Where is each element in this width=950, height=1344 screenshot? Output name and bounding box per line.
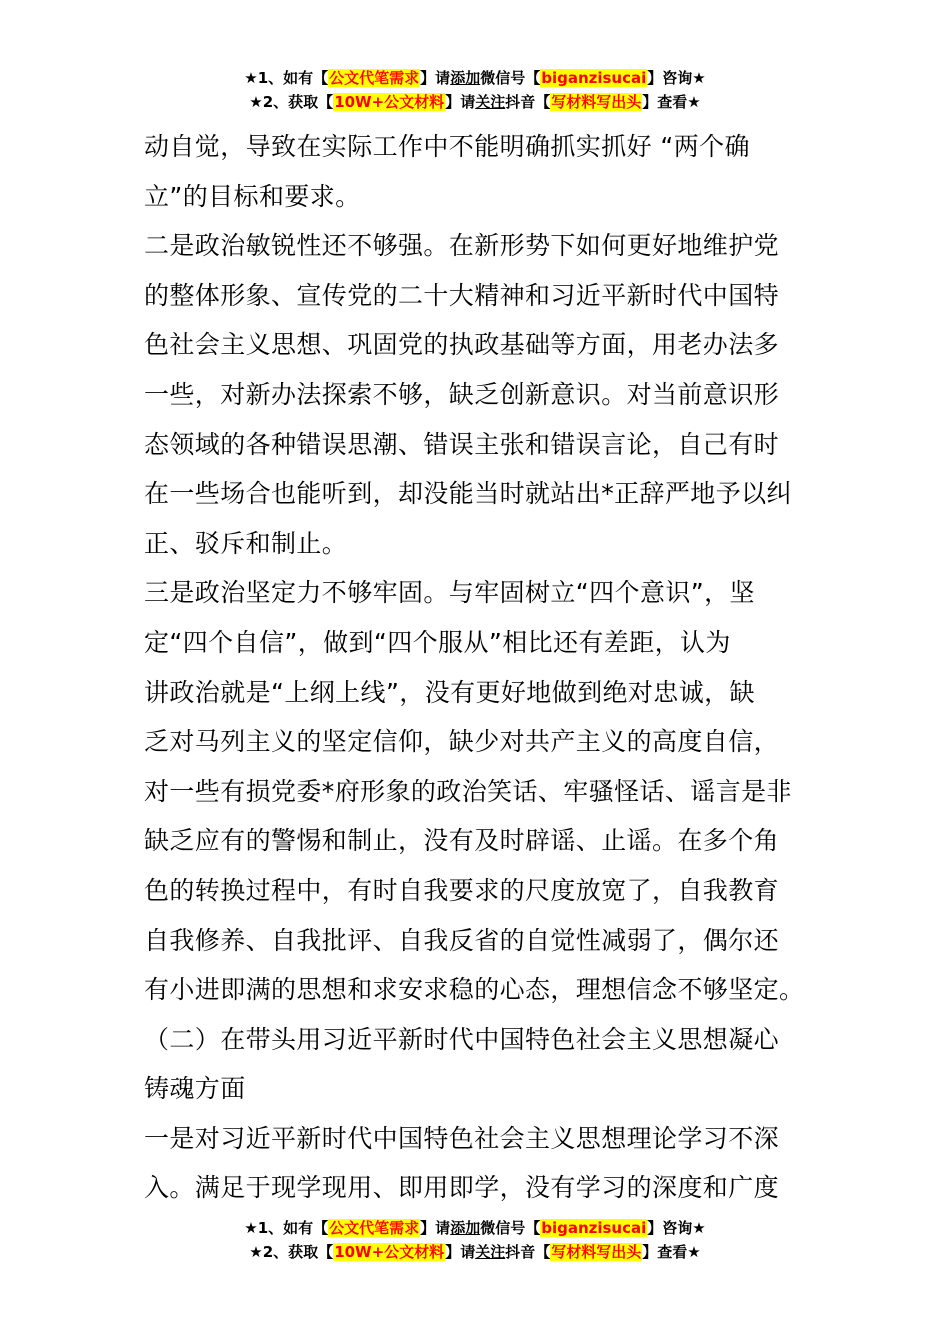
body-line: 自我修养、自我批评、自我反省的自觉性减弱了，偶尔还 bbox=[144, 925, 780, 955]
banner-text: 】请 bbox=[420, 69, 451, 87]
body-line: 一是对习近平新时代中国特色社会主义思想理论学习不深 bbox=[144, 1123, 780, 1153]
highlight-wechat-id: biganzisucai bbox=[541, 69, 647, 87]
banner-text: 抖音【 bbox=[505, 1243, 551, 1261]
body-line: 入。满足于现学现用、即用即学，没有学习的深度和广度 bbox=[144, 1173, 780, 1203]
highlight-wechat-id: biganzisucai bbox=[541, 1219, 647, 1237]
body-line: 立”的目标和要求。 bbox=[144, 181, 361, 211]
highlight-materials: 10W+公文材料 bbox=[334, 1243, 445, 1261]
section-heading: （二）在带头用习近平新时代中国特色社会主义思想凝心 bbox=[144, 1024, 780, 1054]
body-line: 对一些有损党委*府形象的政治笑话、牢骚怪话、谣言是非 bbox=[144, 776, 792, 806]
body-line: 二是政治敏锐性还不够强。在新形势下如何更好地维护党 bbox=[144, 231, 780, 261]
body-line: 缺乏应有的警惕和制止，没有及时辟谣、止谣。在多个角 bbox=[144, 826, 780, 856]
body-line: 的整体形象、宣传党的二十大精神和习近平新时代中国特 bbox=[144, 280, 780, 310]
banner-line-2 bbox=[0, 1240, 950, 1264]
banner-text: 】咨询★ bbox=[647, 1219, 706, 1237]
banner-underlined-text: 添加 bbox=[450, 69, 481, 87]
highlight-douyin-account: 写材料写出头 bbox=[551, 1243, 642, 1261]
body-line: 正、驳斥和制止。 bbox=[144, 528, 348, 558]
banner-line-2 bbox=[0, 90, 950, 114]
banner-line-1 bbox=[0, 66, 950, 90]
banner-underlined-text: 关注 bbox=[475, 1243, 506, 1261]
body-line: 定“四个自信”，做到“四个服从”相比还有差距，认为 bbox=[144, 627, 731, 657]
highlight-douyin-account: 写材料写出头 bbox=[551, 93, 642, 111]
banner-underlined-text: 添加 bbox=[450, 1219, 481, 1237]
banner-text: 抖音【 bbox=[505, 93, 551, 111]
banner-text: 微信号【 bbox=[480, 1219, 541, 1237]
highlight-service: 公文代笔需求 bbox=[329, 1219, 420, 1237]
banner-text: 微信号【 bbox=[480, 69, 541, 87]
highlight-service: 公文代笔需求 bbox=[329, 69, 420, 87]
banner-text: ★2、获取【 bbox=[249, 93, 334, 111]
body-line: 色的转换过程中，有时自我要求的尺度放宽了，自我教育 bbox=[144, 875, 780, 905]
banner-line-1 bbox=[0, 1216, 950, 1240]
footer-banner bbox=[0, 1216, 950, 1264]
banner-text: ★1、如有【 bbox=[244, 1219, 329, 1237]
banner-text: 】查看★ bbox=[642, 93, 701, 111]
section-heading: 铸魂方面 bbox=[144, 1074, 246, 1104]
banner-underlined-text: 关注 bbox=[475, 93, 506, 111]
body-line: 动自觉，导致在实际工作中不能明确抓实抓好 “两个确 bbox=[144, 132, 750, 161]
banner-text: ★2、获取【 bbox=[249, 1243, 334, 1261]
body-line: 态领域的各种错误思潮、错误主张和错误言论，自己有时 bbox=[144, 429, 780, 459]
body-line: 有小进即满的思想和求安求稳的心态，理想信念不够坚定。 bbox=[144, 975, 805, 1005]
body-line: 色社会主义思想、巩固党的执政基础等方面，用老办法多 bbox=[144, 330, 780, 360]
banner-text: 】请 bbox=[445, 93, 476, 111]
body-line: 讲政治就是“上纲上线”，没有更好地做到绝对忠诚，缺 bbox=[144, 677, 755, 707]
highlight-materials: 10W+公文材料 bbox=[334, 93, 445, 111]
body-line: 三是政治坚定力不够牢固。与牢固树立“四个意识”，坚 bbox=[144, 578, 755, 608]
banner-text: 】咨询★ bbox=[647, 69, 706, 87]
body-line: 一些，对新办法探索不够，缺乏创新意识。对当前意识形 bbox=[144, 379, 780, 409]
banner-text: 】请 bbox=[420, 1219, 451, 1237]
document-body bbox=[144, 122, 808, 1213]
body-line: 乏对马列主义的坚定信仰，缺少对共产主义的高度自信， bbox=[144, 727, 780, 757]
banner-text: 】查看★ bbox=[642, 1243, 701, 1261]
banner-text: 】请 bbox=[445, 1243, 476, 1261]
body-line: 在一些场合也能听到，却没能当时就站出*正辞严地予以纠 bbox=[144, 479, 792, 509]
header-banner bbox=[0, 66, 950, 114]
banner-text: ★1、如有【 bbox=[244, 69, 329, 87]
